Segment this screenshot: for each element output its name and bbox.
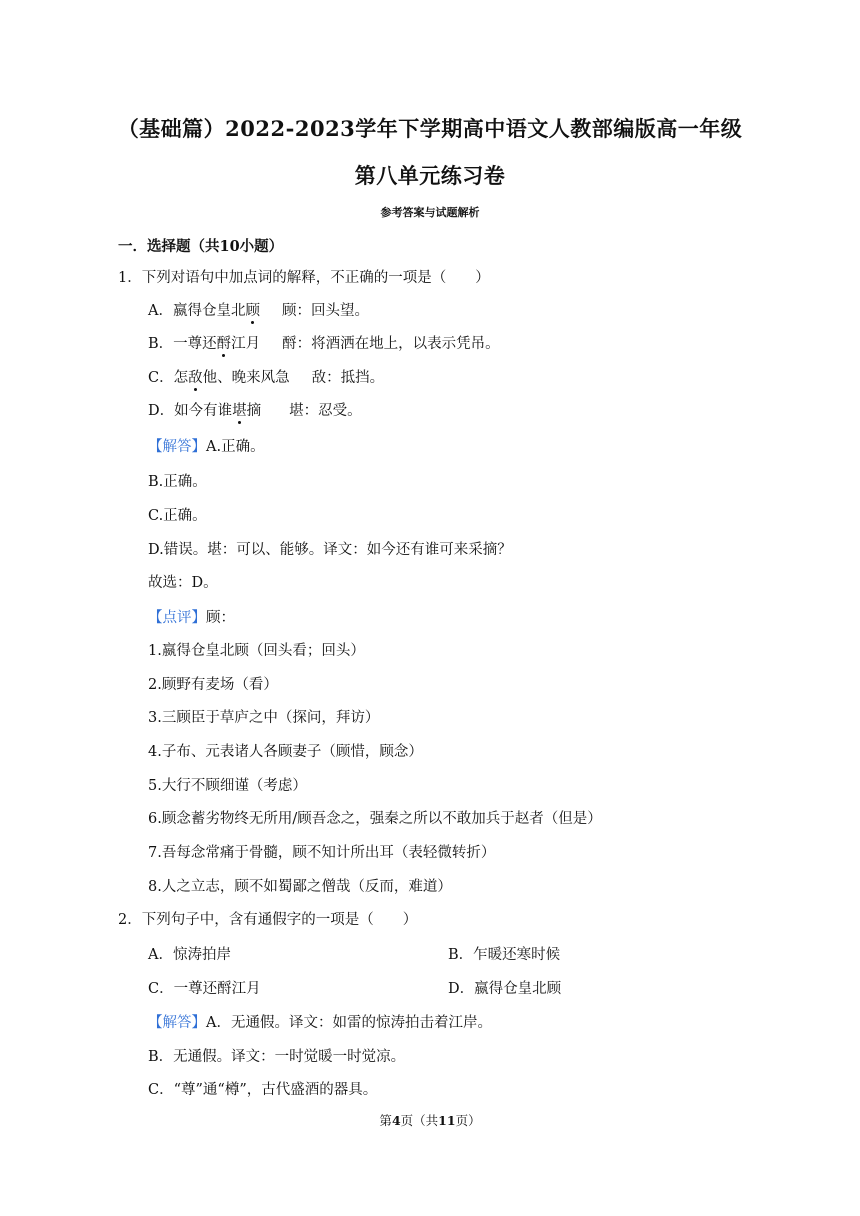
document-title-line2: 第八单元练习卷 xyxy=(354,163,506,188)
q1-comment-line: 5.大行不顾细谨（考虑） xyxy=(148,778,307,794)
document-subtitle: 参考答案与试题解析 xyxy=(380,206,480,219)
q2-option-c: C．一尊还酹江月 xyxy=(148,981,261,997)
q1-option-b xyxy=(148,334,500,354)
q1-option-a xyxy=(148,301,369,321)
q1-stem: 1．下列对语句中加点词的解释，不正确的一项是（ ） xyxy=(118,270,490,286)
option-text-pre: A．嬴得仓皇北 xyxy=(148,303,246,319)
q1-comment xyxy=(148,608,235,628)
page-total: 11 xyxy=(438,1113,456,1128)
answer-tag: 【解答】 xyxy=(148,1015,206,1031)
q2-option-a: A．惊涛拍岸 xyxy=(148,947,231,963)
q1-comment-line: 6.顾念蓄劣物终无所用/顾吾念之，强秦之所以不敢加兵于赵者（但是） xyxy=(148,811,602,827)
page-number: 4 xyxy=(391,1113,401,1128)
dotted-char: 堪 xyxy=(232,403,247,419)
footer-pre: 第 xyxy=(379,1113,392,1128)
q1-comment-line: 1.嬴得仓皇北顾（回头看；回头） xyxy=(148,643,365,659)
option-explanation: 敌：抵挡。 xyxy=(311,370,385,386)
comment-tag: 【点评】 xyxy=(148,610,206,626)
document-title-line1: （基础篇）2022-2023学年下学期高中语文人教部编版高一年级 xyxy=(117,116,743,141)
option-explanation: 堪：忍受。 xyxy=(289,403,362,419)
option-text-post: 江月 xyxy=(231,336,261,352)
q1-comment-line: 3.三顾臣于草庐之中（探问，拜访） xyxy=(148,710,380,726)
q1-answer-line: 故选：D。 xyxy=(148,575,218,591)
q2-stem: 2．下列句子中，含有通假字的一项是（ ） xyxy=(118,912,418,928)
q2-answer xyxy=(148,1013,492,1033)
dotted-char: 顾 xyxy=(245,303,260,319)
option-explanation: 顾：回头望。 xyxy=(281,303,369,319)
q2-option-b: B．乍暖还寒时候 xyxy=(448,947,561,963)
q2-option-d: D．嬴得仓皇北顾 xyxy=(448,981,562,997)
footer-mid: 页（共 xyxy=(400,1113,439,1128)
q1-option-c xyxy=(148,368,384,388)
answer-tag: 【解答】 xyxy=(148,439,206,455)
dotted-char: 酹 xyxy=(216,336,232,352)
section-heading: 一．选择题（共10小题） xyxy=(118,238,284,255)
option-explanation: 酹：将酒洒在地上，以表示凭吊。 xyxy=(282,336,500,352)
q1-answer-line: B.正确。 xyxy=(148,474,207,490)
page-footer xyxy=(0,1111,860,1129)
answer-text: A.正确。 xyxy=(206,439,265,455)
option-text-post: 摘 xyxy=(246,403,262,419)
footer-post: 页） xyxy=(455,1113,481,1128)
option-text-pre: B．一尊还 xyxy=(148,336,217,352)
option-text-pre: D．如今有谁 xyxy=(148,403,233,419)
q1-comment-line: 8.人之立志，顾不如蜀鄙之僧哉（反而，难道） xyxy=(148,879,452,895)
q1-option-d xyxy=(148,401,362,421)
option-text-pre: C．怎 xyxy=(148,370,189,386)
q1-answer xyxy=(148,437,265,457)
option-text-post: 他、晚来风急 xyxy=(202,370,290,386)
answer-text: A．无通假。译文：如雷的惊涛拍击着江岸。 xyxy=(206,1015,492,1031)
q1-comment-line: 4.子布、元表诸人各顾妻子（顾惜，顾念） xyxy=(148,744,423,760)
q1-comment-line: 2.顾野有麦场（看） xyxy=(148,677,278,693)
q1-answer-line: D.错误。堪：可以、能够。译文：如今还有谁可来采摘？ xyxy=(148,542,512,558)
q2-answer-line: C．“尊”通“樽”，古代盛酒的器具。 xyxy=(148,1082,378,1098)
comment-text: 顾： xyxy=(206,610,235,626)
q2-answer-line: B．无通假。译文：一时觉暖一时觉凉。 xyxy=(148,1049,406,1065)
q1-comment-line: 7.吾每念常痛于骨髓，顾不知计所出耳（表轻微转折） xyxy=(148,845,496,861)
q1-answer-line: C.正确。 xyxy=(148,508,207,524)
dotted-char: 敌 xyxy=(188,370,203,386)
